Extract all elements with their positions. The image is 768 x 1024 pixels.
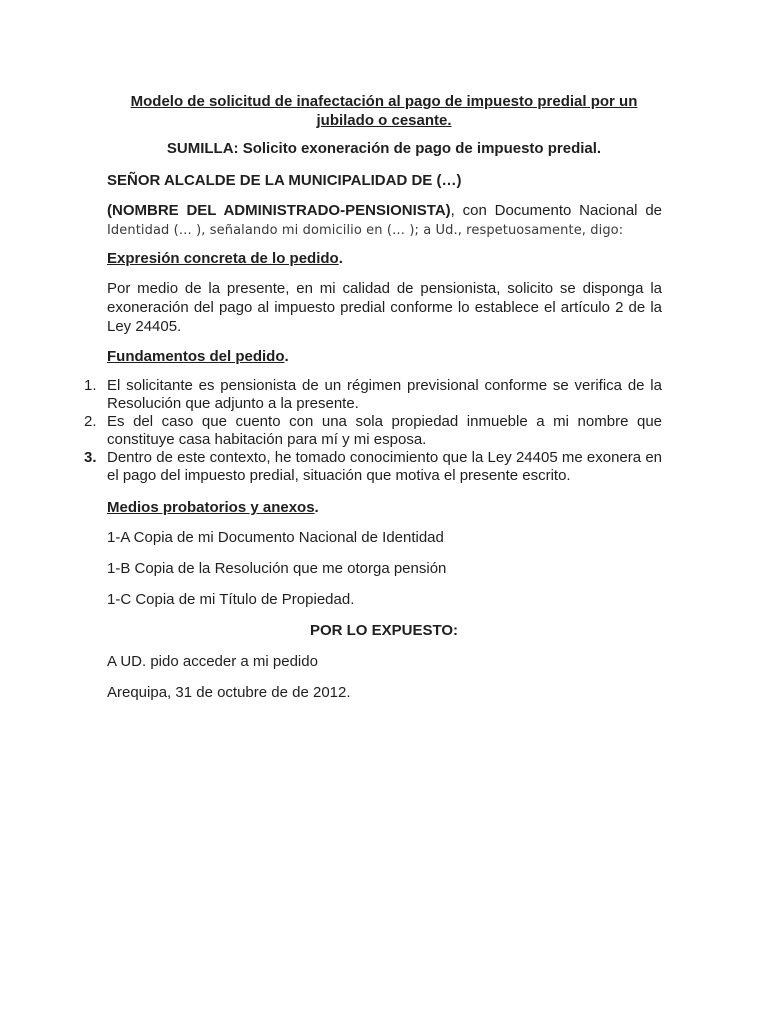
heading-expresion-label: Expresión concreta de lo pedido: [107, 250, 339, 267]
list-item: [80, 449, 662, 485]
por-lo-expuesto-heading: POR LO EXPUESTO:: [309, 622, 459, 639]
heading-fundamentos-period: .: [284, 348, 289, 365]
annex-item-1c: 1-C Copia de mi Título de Propiedad.: [107, 591, 355, 608]
addressee-line: SEÑOR ALCALDE DE LA MUNICIPALIDAD DE (…): [107, 172, 462, 189]
heading-expresion-period: .: [338, 250, 343, 267]
list-item-number: 1.: [84, 377, 97, 394]
intro-text-second: Identidad (… ), señalando mi domicilio en (… ); a Ud., respetuosamente, digo:: [107, 223, 624, 238]
expresion-paragraph: Por medio de la presente, en mi calidad de pensionista, solicito se disponga la exoneración del pago al impuesto predial conforme lo establece el artículo 2 de la Ley 24405.: [107, 280, 662, 335]
petitioner-name: (NOMBRE DEL ADMINISTRADO-PENSIONISTA): [107, 202, 451, 219]
list-item-number: 3.: [84, 449, 97, 466]
list-item-text: El solicitante es pensionista de un régimen previsional conforme se verifica de la Resolución que adjunto a la presente.: [107, 377, 662, 412]
heading-expresion: [107, 249, 343, 268]
place-date-line: Arequipa, 31 de octubre de de 2012.: [107, 684, 351, 701]
heading-medios: [107, 498, 319, 517]
intro-text-first: , con Documento Nacional de: [450, 202, 663, 219]
sumilla-line: SUMILLA: Solicito exoneración de pago de impuesto predial.: [166, 140, 602, 157]
heading-medios-label: Medios probatorios y anexos: [107, 499, 315, 516]
list-item: [80, 377, 662, 413]
list-item-text: Dentro de este contexto, he tomado conocimiento que la Ley 24405 me exonera en el pago del impuesto predial, situación que motiva el presente escrito.: [107, 449, 662, 484]
intro-paragraph: [107, 201, 662, 240]
heading-medios-period: .: [314, 499, 319, 516]
annex-item-1a: 1-A Copia de mi Documento Nacional de Identidad: [107, 529, 444, 546]
list-item-number: 2.: [84, 413, 97, 430]
heading-fundamentos-label: Fundamentos del pedido: [107, 348, 285, 365]
fundamentos-list: [80, 377, 662, 485]
heading-fundamentos: [107, 347, 289, 366]
list-item-text: Es del caso que cuento con una sola propiedad inmueble a mi nombre que constituye casa habitación para mí y mi esposa.: [107, 413, 662, 448]
document-title: Modelo de solicitud de inafectación al pago de impuesto predial por un jubilado o cesante.: [130, 93, 638, 129]
list-item: [80, 413, 662, 449]
annex-item-1b: 1-B Copia de la Resolución que me otorga pensión: [107, 560, 447, 577]
request-line: A UD. pido acceder a mi pedido: [107, 653, 318, 670]
